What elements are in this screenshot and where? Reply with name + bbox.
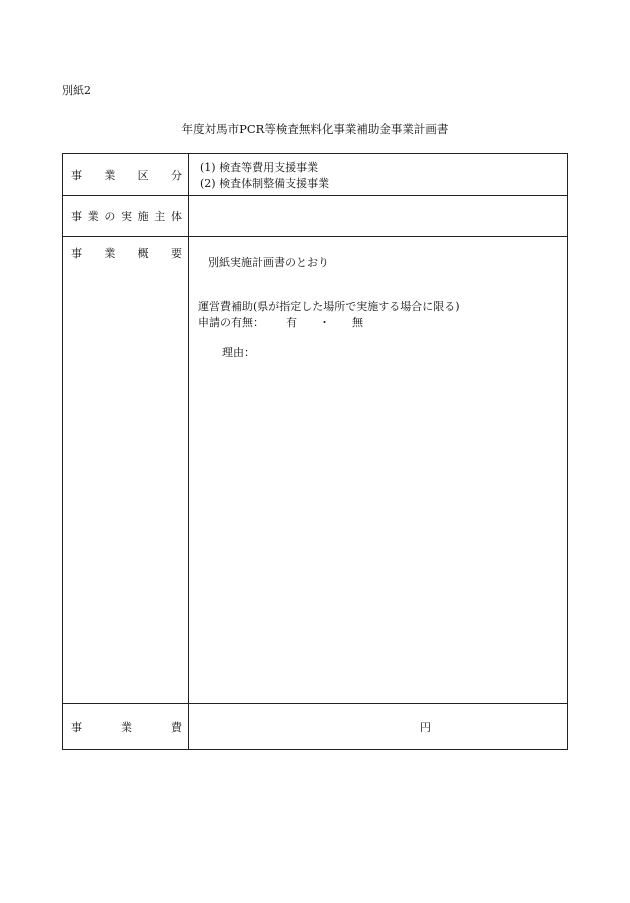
overview-reference-text: 別紙実施計画書のとおり <box>208 256 329 269</box>
label-char: 区 <box>137 168 149 182</box>
row-implementing-entity <box>63 196 567 237</box>
plan-form-table <box>62 153 568 750</box>
label-char: 実 <box>120 210 132 223</box>
label-char: 分 <box>170 168 182 182</box>
label-char: 主 <box>154 210 166 223</box>
label-char: 業 <box>104 247 116 260</box>
label-char: 体 <box>170 210 182 223</box>
label-business-cost <box>71 719 182 735</box>
label-char: 事 <box>71 168 82 182</box>
value-cell-business-cost <box>190 704 567 749</box>
application-status-line <box>198 314 363 330</box>
attachment-label: 別紙2 <box>62 84 91 97</box>
operating-subsidy-title: 運営費補助(県が指定した場所で実施する場合に限る) <box>198 300 460 313</box>
label-char: 費 <box>171 720 182 734</box>
reason-label: 理由： <box>222 346 255 359</box>
label-char: 要 <box>170 247 182 260</box>
category-option-2: (2) 検査体制整備支援事業 <box>200 177 330 190</box>
category-option-1: (1) 検査等費用支援事業 <box>200 161 319 174</box>
label-cell-business-cost <box>63 704 189 749</box>
label-char: 事 <box>71 247 82 260</box>
value-cell-business-overview <box>190 237 567 703</box>
label-char: 施 <box>137 210 149 223</box>
label-business-category <box>71 167 182 183</box>
cost-unit-yen: 円 <box>420 720 431 734</box>
row-business-overview <box>63 237 567 704</box>
label-cell-business-category <box>63 154 189 195</box>
row-business-category <box>63 154 567 196</box>
label-char: 業 <box>104 168 116 182</box>
label-implementing-entity <box>71 208 182 224</box>
label-char: 事 <box>71 720 82 734</box>
row-business-cost <box>63 704 567 749</box>
label-cell-business-overview <box>63 237 189 703</box>
application-label: 申請の有無： <box>198 316 264 329</box>
choice-separator: ・ <box>319 316 330 329</box>
label-business-overview <box>71 245 182 261</box>
value-cell-business-category <box>190 154 567 195</box>
label-cell-implementing-entity <box>63 196 189 236</box>
label-char: 概 <box>137 247 149 260</box>
choice-yes: 有 <box>286 316 297 329</box>
document-title: 年度対馬市PCR等検査無料化事業補助金事業計画書 <box>181 122 449 136</box>
choice-no: 無 <box>352 316 363 329</box>
label-char: の <box>104 210 116 223</box>
label-char: 業 <box>121 720 132 734</box>
label-char: 業 <box>87 210 99 223</box>
value-cell-implementing-entity <box>190 196 567 236</box>
label-char: 事 <box>71 210 82 223</box>
